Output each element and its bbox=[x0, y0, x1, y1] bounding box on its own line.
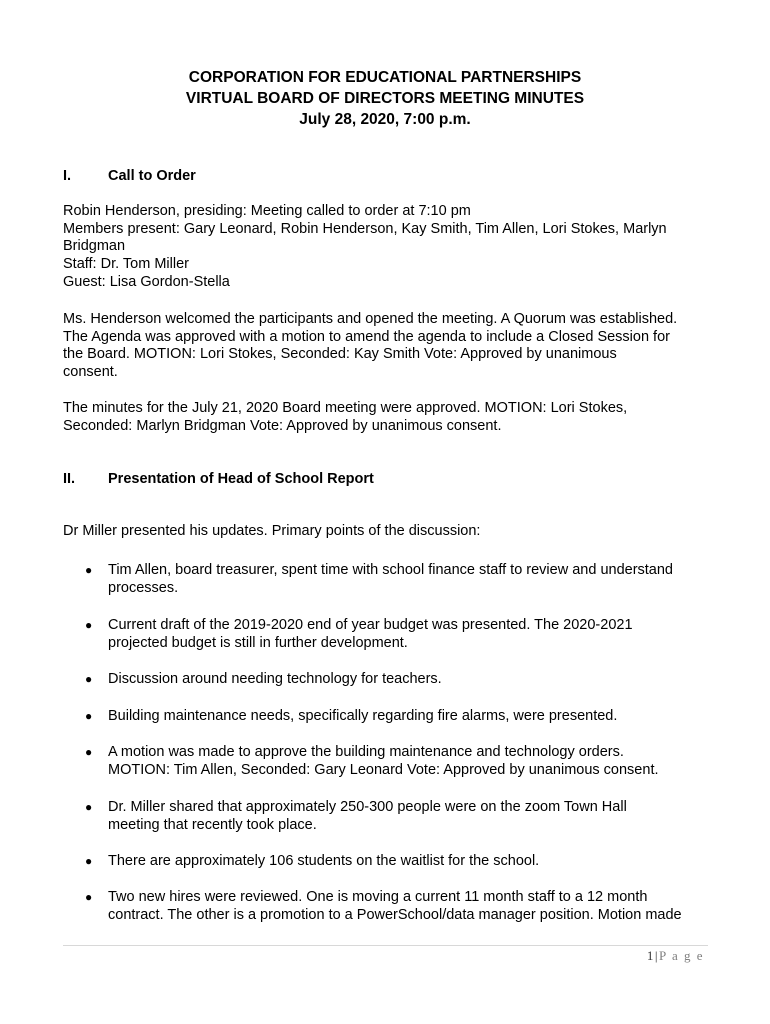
page-number-separator: | bbox=[654, 948, 659, 963]
list-item bbox=[85, 707, 705, 725]
list-item bbox=[85, 561, 705, 597]
bullet-icon: ● bbox=[85, 618, 93, 632]
text-line: MOTION: Tim Allen, Seconded: Gary Leonard Vote: Approved by unanimous consent. bbox=[108, 762, 659, 778]
text-line: consent. bbox=[63, 364, 118, 381]
text-line: Current draft of the 2019-2020 end of year budget was presented. The 2020-2021 bbox=[108, 617, 633, 633]
bullet-icon: ● bbox=[85, 854, 93, 868]
text-line: A motion was made to approve the building maintenance and technology orders. bbox=[108, 744, 624, 760]
bullet-icon: ● bbox=[85, 890, 93, 904]
title-line-meeting: VIRTUAL BOARD OF DIRECTORS MEETING MINUTES bbox=[185, 90, 585, 107]
text-line: Ms. Henderson welcomed the participants and opened the meeting. A Quorum was established. bbox=[63, 311, 678, 327]
text-line: Two new hires were reviewed. One is moving a current 11 month staff to a 12 month bbox=[108, 889, 648, 905]
list-item bbox=[85, 852, 705, 870]
text-line: Bridgman bbox=[63, 238, 126, 255]
text-line: Dr. Miller shared that approximately 250-300 people were on the zoom Town Hall bbox=[108, 799, 627, 815]
list-item bbox=[85, 798, 705, 834]
text-line: contract. The other is a promotion to a PowerSchool/data manager position. Motion made bbox=[108, 907, 682, 923]
section-heading-call-to-order bbox=[63, 168, 196, 184]
text-line: Tim Allen, board treasurer, spent time with school finance staff to review and understand bbox=[108, 562, 673, 578]
text-line: the Board. MOTION: Lori Stokes, Seconded: Kay Smith Vote: Approved by unanimous bbox=[63, 346, 617, 363]
welcome-paragraph bbox=[63, 311, 713, 382]
bullet-icon: ● bbox=[85, 800, 93, 814]
section-number: II. bbox=[63, 471, 76, 487]
text-line: Members present: Gary Leonard, Robin Henderson, Kay Smith, Tim Allen, Lori Stokes, Marlyn bbox=[63, 220, 667, 237]
text-line: There are approximately 106 students on the waitlist for the school. bbox=[108, 853, 540, 869]
text-line: Discussion around needing technology for teachers. bbox=[108, 671, 442, 687]
section-title: Presentation of Head of School Report bbox=[108, 471, 374, 487]
text-line: projected budget is still in further development. bbox=[108, 635, 408, 651]
bullet-icon: ● bbox=[85, 709, 93, 723]
page-number bbox=[647, 948, 704, 964]
list-item bbox=[85, 888, 705, 924]
text-line: The minutes for the July 21, 2020 Board meeting were approved. MOTION: Lori Stokes, bbox=[63, 400, 628, 416]
footer-divider bbox=[63, 945, 708, 946]
page-number-value: 1 bbox=[646, 948, 655, 963]
page-label: P a g e bbox=[658, 948, 704, 963]
text-line: processes. bbox=[108, 580, 179, 596]
text-line: The Agenda was approved with a motion to amend the agenda to include a Closed Session for bbox=[63, 328, 670, 345]
bullet-icon: ● bbox=[85, 563, 93, 577]
list-item bbox=[85, 670, 705, 688]
text-line: Robin Henderson, presiding: Meeting called to order at 7:10 pm bbox=[63, 203, 471, 219]
text-line: Dr Miller presented his updates. Primary points of the discussion: bbox=[63, 523, 481, 539]
text-line: Guest: Lisa Gordon-Stella bbox=[63, 273, 230, 290]
title-line-date: July 28, 2020, 7:00 p.m. bbox=[299, 111, 471, 128]
list-item bbox=[85, 616, 705, 652]
text-line: meeting that recently took place. bbox=[108, 817, 317, 833]
title-line-organization: CORPORATION FOR EDUCATIONAL PARTNERSHIPS bbox=[188, 69, 582, 86]
bullet-icon: ● bbox=[85, 745, 93, 759]
bullet-icon: ● bbox=[85, 672, 93, 686]
minutes-approval-paragraph bbox=[63, 400, 713, 435]
section-title: Call to Order bbox=[108, 168, 196, 184]
attendance-paragraph bbox=[63, 203, 713, 292]
text-line: Staff: Dr. Tom Miller bbox=[63, 256, 189, 273]
document-title bbox=[0, 67, 770, 130]
section-heading-head-of-school-report bbox=[63, 471, 374, 487]
list-item bbox=[85, 743, 705, 779]
text-line: Seconded: Marlyn Bridgman Vote: Approved by unanimous consent. bbox=[63, 417, 502, 434]
report-intro bbox=[63, 523, 713, 541]
text-line: Building maintenance needs, specifically regarding fire alarms, were presented. bbox=[108, 708, 618, 724]
section-number: I. bbox=[63, 168, 72, 184]
